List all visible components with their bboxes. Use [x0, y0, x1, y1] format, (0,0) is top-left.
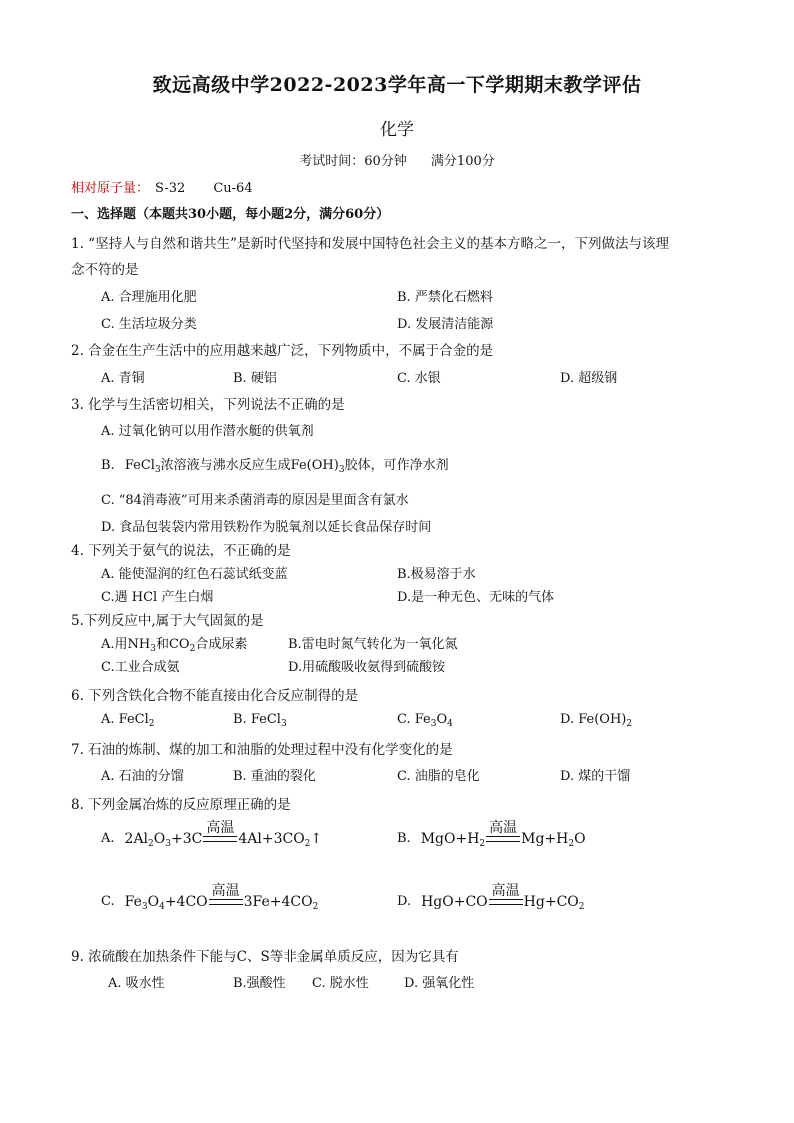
question-8-option-c: C. $Fe_3O_4+4CO$ 高温 $3Fe+4CO_2$ — [101, 883, 319, 912]
question-1-option-d: D. 发展清洁能源 — [397, 317, 494, 332]
question-7-option-a: A. 石油的分馏 — [101, 769, 184, 784]
section-title: 一、选择题（本题共30小题，每小题2分，满分60分） — [71, 207, 390, 222]
question-3-option-b: B. FeCl$_3$浓溶液与沸水反应生成$Fe(OH)_3$胶体，可作净水剂 — [101, 458, 449, 475]
question-2-stem: 2. 合金在生产生活中的应用越来越广泛，下列物质中，不属于合金的是 — [71, 343, 494, 359]
exam-info — [0, 150, 794, 169]
question-4-option-b: B.极易溶于水 — [397, 567, 476, 582]
question-1-option-c: C. 生活垃圾分类 — [101, 317, 197, 332]
question-6-stem: 6. 下列含铁化合物不能直接由化合反应制得的是 — [71, 688, 359, 704]
exam-title: 致远高级中学2022-2023学年高一下学期期末教学评估 — [152, 74, 642, 96]
question-9-option-c: C. 脱水性 — [312, 976, 369, 991]
question-7-option-d: D. 煤的干馏 — [560, 769, 631, 784]
question-8-option-b: B. $MgO+H_2$ 高温 $Mg+H_2O$ — [397, 820, 586, 849]
equation-rhs: $3Fe+4CO_2$ — [243, 894, 319, 912]
question-6-option-a: A. FeCl$_2$ — [101, 712, 155, 729]
question-5-option-a: A.用$NH_3$和$CO_2$合成尿素 — [101, 637, 248, 654]
question-8-option-a: A. $2Al_2O_3+3C$ 高温 $4Al+3CO_2↑$ — [101, 820, 323, 849]
question-1-option-b: B. 严禁化石燃料 — [397, 290, 493, 305]
question-6-option-c: C. $Fe_3O_4$ — [397, 712, 453, 729]
reaction-condition: 高温 — [489, 884, 523, 910]
question-9-option-a: A. 吸水性 — [108, 976, 165, 991]
question-2-option-b: B. 硬铝 — [233, 371, 277, 386]
equation-lhs: $MgO+H_2$ — [420, 831, 486, 849]
question-4-stem: 4. 下列关于氨气的说法，不正确的是 — [71, 543, 291, 559]
equation-rhs: $Hg+CO_2$ — [523, 894, 585, 912]
atomic-mass-s: S-32 — [155, 181, 186, 196]
question-6-option-b: B. FeCl$_3$ — [233, 712, 287, 729]
question-3-option-a: A. 过氧化钠可以用作潜水艇的供氧剂 — [101, 424, 314, 439]
reaction-condition: 高温 — [209, 884, 243, 910]
equation-lhs: HgO+CO — [421, 894, 488, 910]
question-1-option-a: A. 合理施用化肥 — [101, 290, 197, 305]
subject-heading: 化学 — [380, 120, 414, 140]
atomic-mass-line — [71, 177, 253, 196]
question-7-stem: 7. 石油的炼制、煤的加工和油脂的处理过程中没有化学变化的是 — [71, 742, 453, 758]
reaction-condition: 高温 — [486, 821, 520, 847]
question-1-stem-line1: 1. “坚持人与自然和谐共生”是新时代坚持和发展中国特色社会主义的基本方略之一，下列做法与该理 — [71, 236, 669, 252]
question-5-option-b: B.雷电时氮气转化为一氧化氮 — [288, 637, 458, 652]
question-3-option-c: C. “84消毒液”可用来杀菌消毒的原因是里面含有氯水 — [101, 493, 409, 508]
atomic-mass-label: 相对原子量： — [71, 181, 150, 196]
full-score: 满分100分 — [430, 154, 495, 169]
question-3-option-d: D. 食品包装袋内常用铁粉作为脱氧剂以延长食品保存时间 — [101, 520, 432, 535]
question-5-option-d: D.用硫酸吸收氨得到硫酸铵 — [288, 660, 446, 675]
equation-lhs: $2Al_2O_3+3C$ — [124, 831, 203, 849]
question-1-stem-line2: 念不符的是 — [71, 262, 139, 278]
question-7-option-c: C. 油脂的皂化 — [397, 769, 480, 784]
exam-time: 考试时间：60分钟 — [299, 154, 407, 169]
question-8-stem: 8. 下列金属冶炼的反应原理正确的是 — [71, 797, 291, 813]
question-9-option-b: B.强酸性 — [233, 976, 286, 991]
question-4-option-d: D.是一种无色、无味的气体 — [397, 590, 555, 605]
question-2-option-a: A. 青铜 — [101, 371, 145, 386]
question-4-option-a: A. 能使湿润的红色石蕊试纸变蓝 — [101, 567, 288, 582]
reaction-condition: 高温 — [203, 821, 237, 847]
question-6-option-d: D. $Fe(OH)_2$ — [560, 712, 633, 729]
question-7-option-b: B. 重油的裂化 — [233, 769, 316, 784]
equation-rhs: $4Al+3CO_2↑$ — [238, 831, 323, 849]
question-5-option-c: C.工业合成氨 — [101, 660, 180, 675]
question-2-option-c: C. 水银 — [397, 371, 441, 386]
question-9-stem: 9. 浓硫酸在加热条件下能与C、S等非金属单质反应，因为它具有 — [71, 949, 459, 965]
question-3-stem: 3. 化学与生活密切相关，下列说法不正确的是 — [71, 397, 345, 413]
question-2-option-d: D. 超级钢 — [560, 371, 618, 386]
equation-lhs: $Fe_3O_4+4CO$ — [124, 894, 208, 912]
question-5-stem: 5.下列反应中,属于大气固氮的是 — [71, 613, 264, 629]
question-8-option-d: D. HgO+CO 高温 $Hg+CO_2$ — [397, 883, 585, 912]
question-4-option-c: C.遇 HCl 产生白烟 — [101, 590, 214, 605]
equation-rhs: $Mg+H_2O$ — [521, 831, 586, 849]
atomic-mass-cu: Cu-64 — [213, 181, 253, 196]
question-9-option-d: D. 强氧化性 — [404, 976, 475, 991]
